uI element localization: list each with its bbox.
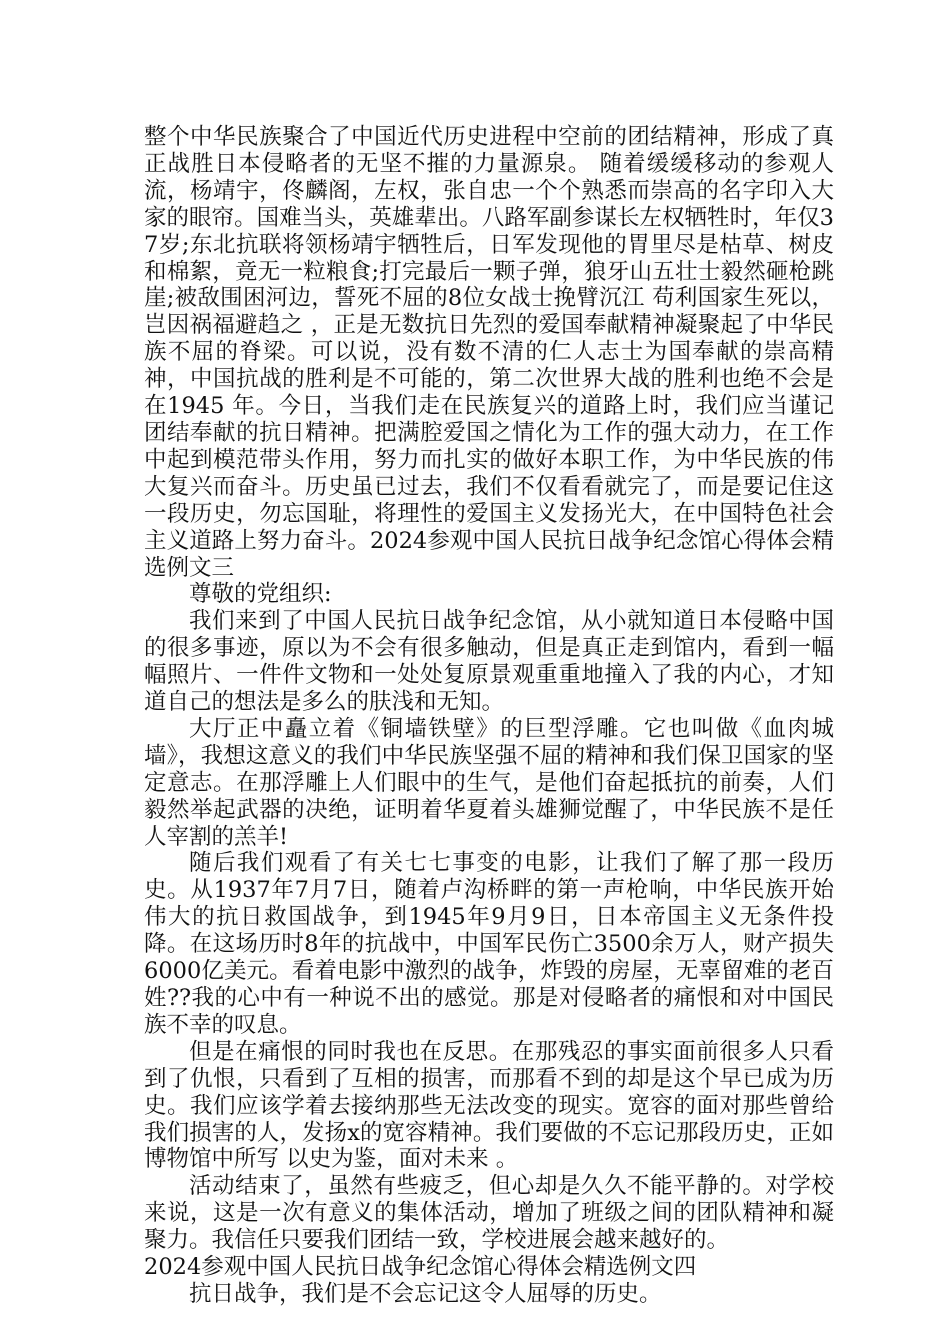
paragraph-example-four-opening: 抗日战争，我们是不会忘记这令人屈辱的历史。	[189, 1280, 662, 1307]
paragraph-film-viewing: 随后我们观看了有关七七事变的电影，让我们了解了那一段历史。从1937年7月7日，随着卢沟桥畔的第一声枪响，中华民族开始伟大的抗日救国战争，到1945年9月9日，日本帝国主义无条件投降。在这场历时8年的抗战中，中国军民伤亡3500余万人，财产损失6000亿美元。看着电影中激烈的战争，炸毁的房屋，无辜留难的老百姓??我的心中有一种说不出的感觉。那是对侵略者的痛恨和对中国民族不幸的叹息。	[144, 850, 834, 1038]
paragraph-reflection: 但是在痛恨的同时我也在反思。在那残忍的事实面前很多人只看到了仇恨，只看到了互相的损害，而那看不到的却是这个早已成为历史。我们应该学着去接纳那些无法改变的现实。宽容的面对那些曾给我们损害的人，发扬x的宽容精神。我们要做的不忘记那段历史，正如博物馆中所写 以史为鉴，面对未来 。	[144, 1038, 834, 1173]
paragraph-intro-continuation: 整个中华民族聚合了中国近代历史进程中空前的团结精神，形成了真正战胜日本侵略者的无坚不摧的力量源泉。 随着缓缓移动的参观人流，杨靖宇，佟麟阁，左权，张自忠一个个熟悉而崇高的名字印入大家的眼帘。国难当头，英雄辈出。八路军副参谋长左权牺牲时，年仅37岁;东北抗联将领杨靖宇牺牲后，日军发现他的胃里尽是枯草、树皮和棉絮，竟无一粒粮食;打完最后一颗子弹，狼牙山五壮士毅然砸枪跳崖;被敌围困河边，誓死不屈的8位女战士挽臂沉江 苟利国家生死以，岂因祸福避趋之 ，正是无数抗日先烈的爱国奉献精神凝聚起了中华民族不屈的脊梁。可以说，没有数不清的仁人志士为国奉献的崇高精神，中国抗战的胜利是不可能的，第二次世界大战的胜利也绝不会是在1945 年。今日，当我们走在民族复兴的道路上时，我们应当谨记团结奉献的抗日精神。把满腔爱国之情化为工作的强大动力，在工作中起到模范带头作用，努力而扎实的做好本职工作，为中华民族的伟大复兴而奋斗。历史虽已过去，我们不仅看看就完了，而是要记住这一段历史，勿忘国耻，将理性的爱国主义发扬光大，在中国特色社会主义道路上努力奋斗。2024参观中国人民抗日战争纪念馆心得体会精选例文三	[144, 124, 834, 581]
paragraph-salutation: 尊敬的党组织:	[189, 581, 332, 608]
paragraph-museum-visit: 我们来到了中国人民抗日战争纪念馆，从小就知道日本侵略中国的很多事迹，原以为不会有很多触动，但是真正走到馆内，看到一幅幅照片、一件件文物和一处处复原景观重重地撞入了我的内心，才知道自己的想法是多么的肤浅和无知。	[144, 608, 834, 716]
paragraph-relief-sculpture: 大厅正中矗立着《铜墙铁壁》的巨型浮雕。它也叫做《血肉城墙》，我想这意义的我们中华民族坚强不屈的精神和我们保卫国家的坚定意志。在那浮雕上人们眼中的生气，是他们奋起抵抗的前奏，人们毅然举起武器的决绝，证明着华夏着头雄狮觉醒了，中华民族不是任人宰割的羔羊!	[144, 715, 834, 850]
paragraph-activity-end: 活动结束了，虽然有些疲乏，但心却是久久不能平静的。对学校来说，这是一次有意义的集体活动，增加了班级之间的团队精神和凝聚力。我信任只要我们团结一致，学校进展会越来越好的。	[144, 1173, 834, 1254]
section-heading-example-four: 2024参观中国人民抗日战争纪念馆心得体会精选例文四	[144, 1254, 697, 1281]
document-page	[144, 124, 834, 1308]
